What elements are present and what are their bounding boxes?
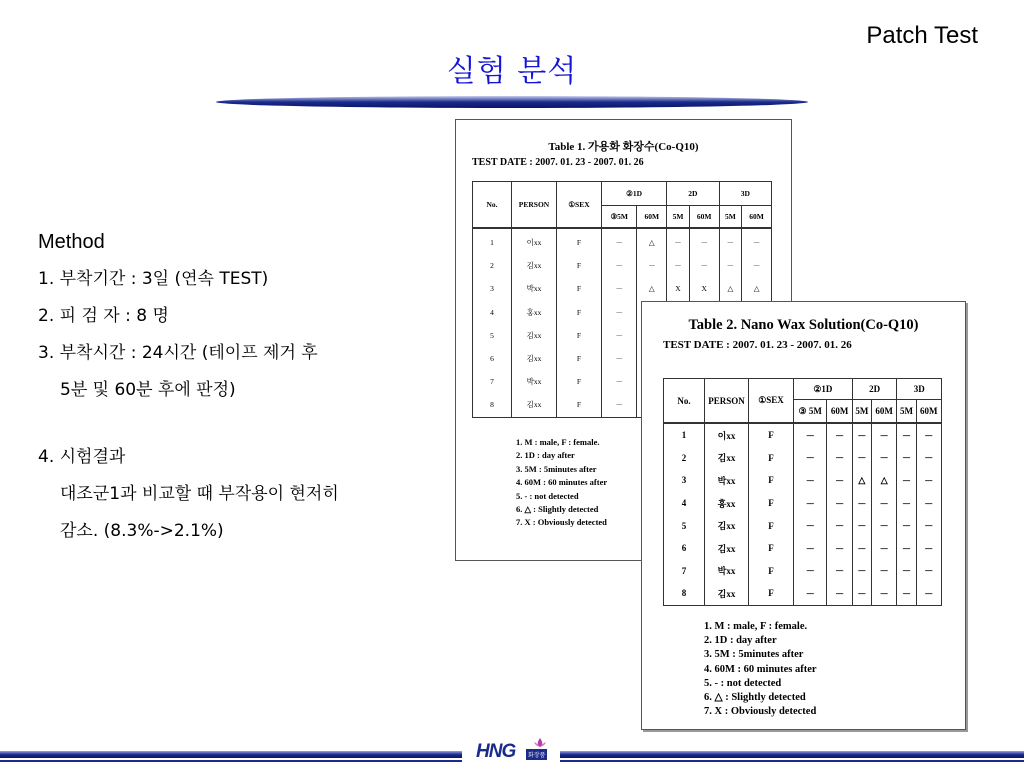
table-row xyxy=(664,447,942,470)
row-no: 6 xyxy=(664,537,705,560)
row-person: 홍xx xyxy=(512,301,557,324)
row-no: 8 xyxy=(473,393,512,417)
note-line: 7. X : Obviously detected xyxy=(704,706,817,718)
row-person: 박xx xyxy=(705,469,749,492)
table1-title: Table 1. 가용화 화장수(Co-Q10) xyxy=(548,141,699,153)
result-cell: － xyxy=(689,254,719,277)
sub-col: ③5M xyxy=(602,206,637,229)
col-2d: 2D xyxy=(667,182,719,206)
note-line: 7. X : Obviously detected xyxy=(516,517,607,528)
row-no: 1 xyxy=(664,423,705,447)
table2-panel xyxy=(641,301,966,730)
result-cell: X xyxy=(689,277,719,300)
result-cell: － xyxy=(719,254,742,277)
note-line: 1. M : male, F : female. xyxy=(516,437,600,447)
result-cell: － xyxy=(897,492,916,515)
result-cell: － xyxy=(602,347,637,370)
result-cell: － xyxy=(871,560,896,583)
method-section xyxy=(38,224,339,550)
result-cell: － xyxy=(794,492,827,515)
row-no: 5 xyxy=(473,324,512,347)
result-cell: △ xyxy=(637,277,667,300)
result-cell: － xyxy=(794,560,827,583)
table-row xyxy=(664,582,942,605)
note-line: 1. M : male, F : female. xyxy=(704,621,808,632)
note-line: 3. 5M : 5minutes after xyxy=(516,463,597,474)
row-no: 3 xyxy=(473,277,512,300)
result-cell: － xyxy=(897,423,916,447)
result-cell: － xyxy=(916,447,941,470)
result-cell: － xyxy=(602,370,637,393)
result-cell: － xyxy=(827,514,852,537)
row-sex: F xyxy=(749,582,794,605)
result-cell: － xyxy=(871,423,896,447)
row-no: 5 xyxy=(664,514,705,537)
row-person: 박xx xyxy=(512,277,557,300)
result-cell: － xyxy=(827,582,852,605)
table2-title: Table 2. Nano Wax Solution(Co-Q10) xyxy=(688,317,919,333)
row-person: 김xx xyxy=(705,447,749,470)
row-person: 이xx xyxy=(705,423,749,447)
table2-date: TEST DATE : 2007. 01. 23 - 2007. 01. 26 xyxy=(663,339,852,351)
result-cell: － xyxy=(827,447,852,470)
method-line: 대조군1과 비교할 때 부작용이 현저히 xyxy=(60,484,339,504)
result-cell: － xyxy=(794,537,827,560)
row-person: 박xx xyxy=(705,560,749,583)
result-cell: － xyxy=(852,447,871,470)
row-person: 이xx xyxy=(512,228,557,254)
row-no: 2 xyxy=(664,447,705,470)
note-line: 4. 60M : 60 minutes after xyxy=(516,477,608,488)
result-cell: － xyxy=(916,514,941,537)
sub-col: 60M xyxy=(827,400,852,424)
row-no: 8 xyxy=(664,582,705,605)
table-row xyxy=(664,492,942,515)
table-row xyxy=(664,537,942,560)
result-cell: － xyxy=(602,393,637,417)
result-cell: － xyxy=(852,514,871,537)
result-cell: － xyxy=(897,514,916,537)
result-cell: － xyxy=(916,537,941,560)
result-cell: － xyxy=(871,514,896,537)
row-person: 김xx xyxy=(512,393,557,417)
row-no: 3 xyxy=(664,469,705,492)
method-line: 3. 부착시간 : 24시간 (테이프 제거 후 xyxy=(38,343,318,363)
result-cell: － xyxy=(916,582,941,605)
row-no: 6 xyxy=(473,347,512,370)
table-row xyxy=(664,469,942,492)
result-cell: － xyxy=(827,492,852,515)
result-cell: － xyxy=(602,324,637,347)
col-sex: ①SEX xyxy=(557,182,602,229)
result-cell: － xyxy=(719,228,742,254)
row-sex: F xyxy=(557,370,602,393)
table1-notes xyxy=(516,436,607,530)
note-line: 5. - : not detected xyxy=(704,677,782,689)
result-cell: － xyxy=(689,228,719,254)
sub-col: 5M xyxy=(897,400,916,424)
sub-col: 60M xyxy=(742,206,772,229)
table2 xyxy=(663,378,942,606)
result-cell: － xyxy=(916,423,941,447)
table-row xyxy=(473,254,772,277)
row-no: 2 xyxy=(473,254,512,277)
result-cell: － xyxy=(794,469,827,492)
result-cell: － xyxy=(852,537,871,560)
row-sex: F xyxy=(749,537,794,560)
row-sex: F xyxy=(749,492,794,515)
result-cell: － xyxy=(871,537,896,560)
result-cell: － xyxy=(871,582,896,605)
row-no: 7 xyxy=(664,560,705,583)
row-sex: F xyxy=(557,347,602,370)
row-sex: F xyxy=(749,514,794,537)
result-cell: － xyxy=(602,254,637,277)
note-line: 5. - : not detected xyxy=(516,490,579,501)
sub-col: 5M xyxy=(667,206,690,229)
result-cell: － xyxy=(897,560,916,583)
footer-bar-right xyxy=(560,744,1024,764)
result-cell: － xyxy=(827,423,852,447)
note-line: 6. △ : Slightly detected xyxy=(704,692,806,704)
row-no: 4 xyxy=(473,301,512,324)
result-cell: － xyxy=(794,514,827,537)
table-row xyxy=(473,228,772,254)
col-person: PERSON xyxy=(512,182,557,229)
row-sex: F xyxy=(557,324,602,347)
method-line: 1. 부착기간 : 3일 (연속 TEST) xyxy=(38,269,269,289)
logo-text: HNG xyxy=(476,741,516,762)
sub-col: 60M xyxy=(637,206,667,229)
footer-bar-left xyxy=(0,744,462,764)
result-cell: － xyxy=(794,423,827,447)
col-no: No. xyxy=(473,182,512,229)
row-no: 4 xyxy=(664,492,705,515)
result-cell: △ xyxy=(637,228,667,254)
note-line: 2. 1D : day after xyxy=(704,635,777,647)
row-sex: F xyxy=(749,469,794,492)
title-underline-bar xyxy=(215,94,809,110)
sub-col: 60M xyxy=(689,206,719,229)
result-cell: － xyxy=(667,254,690,277)
result-cell: － xyxy=(897,582,916,605)
result-cell: － xyxy=(852,423,871,447)
result-cell: － xyxy=(916,560,941,583)
result-cell: － xyxy=(897,469,916,492)
sub-col: ③ 5M xyxy=(794,400,827,424)
row-no: 7 xyxy=(473,370,512,393)
row-person: 홍xx xyxy=(705,492,749,515)
row-sex: F xyxy=(749,423,794,447)
row-person: 김xx xyxy=(705,582,749,605)
result-cell: － xyxy=(871,492,896,515)
result-cell: － xyxy=(852,560,871,583)
table-row xyxy=(664,423,942,447)
col-1d: ②1D xyxy=(602,182,667,206)
result-cell: X xyxy=(667,277,690,300)
row-person: 김xx xyxy=(512,254,557,277)
row-sex: F xyxy=(749,447,794,470)
result-cell: － xyxy=(794,582,827,605)
note-line: 6. △ : Slightly detected xyxy=(516,504,599,515)
method-line: 5분 및 60분 후에 판정) xyxy=(60,380,236,400)
row-sex: F xyxy=(557,277,602,300)
col-1d: ②1D xyxy=(794,379,853,400)
row-person: 김xx xyxy=(512,347,557,370)
result-cell: － xyxy=(794,447,827,470)
col-2d: 2D xyxy=(852,379,897,400)
row-sex: F xyxy=(749,560,794,583)
col-no: No. xyxy=(664,379,705,424)
table-row xyxy=(473,277,772,300)
result-cell: － xyxy=(742,228,772,254)
col-sex: ①SEX xyxy=(749,379,794,424)
logo-subtext: 화장품 xyxy=(526,749,547,760)
method-line: 4. 시험결과 xyxy=(38,447,126,467)
row-person: 김xx xyxy=(705,537,749,560)
col-person: PERSON xyxy=(705,379,749,424)
row-person: 박xx xyxy=(512,370,557,393)
result-cell: － xyxy=(602,301,637,324)
result-cell: － xyxy=(897,537,916,560)
result-cell: △ xyxy=(719,277,742,300)
note-line: 2. 1D : day after xyxy=(516,450,575,461)
note-line: 4. 60M : 60 minutes after xyxy=(704,663,817,675)
result-cell: － xyxy=(827,560,852,583)
row-person: 김xx xyxy=(705,514,749,537)
result-cell: － xyxy=(827,469,852,492)
result-cell: － xyxy=(667,228,690,254)
result-cell: － xyxy=(827,537,852,560)
row-no: 1 xyxy=(473,228,512,254)
sub-col: 60M xyxy=(871,400,896,424)
result-cell: － xyxy=(742,254,772,277)
result-cell: － xyxy=(852,492,871,515)
row-person: 김xx xyxy=(512,324,557,347)
note-line: 3. 5M : 5minutes after xyxy=(704,649,804,661)
result-cell: － xyxy=(897,447,916,470)
table1-date: TEST DATE : 2007. 01. 23 - 2007. 01. 26 xyxy=(472,157,644,168)
result-cell: － xyxy=(852,582,871,605)
row-sex: F xyxy=(557,254,602,277)
row-sex: F xyxy=(557,393,602,417)
result-cell: － xyxy=(871,447,896,470)
result-cell: － xyxy=(916,469,941,492)
corner-title: Patch Test xyxy=(866,22,978,49)
method-line: 2. 피 검 자 : 8 명 xyxy=(38,306,169,326)
result-cell: △ xyxy=(852,469,871,492)
sub-col: 5M xyxy=(719,206,742,229)
row-sex: F xyxy=(557,228,602,254)
sub-col: 60M xyxy=(916,400,941,424)
slide-title: 실험 분석 xyxy=(446,54,578,89)
table2-notes xyxy=(704,620,817,719)
method-line: 감소. (8.3%->2.1%) xyxy=(60,521,224,541)
row-sex: F xyxy=(557,301,602,324)
table-row xyxy=(664,560,942,583)
method-heading: Method xyxy=(38,231,105,253)
result-cell: － xyxy=(602,277,637,300)
sub-col: 5M xyxy=(852,400,871,424)
result-cell: － xyxy=(602,228,637,254)
result-cell: △ xyxy=(742,277,772,300)
col-3d: 3D xyxy=(719,182,771,206)
result-cell: － xyxy=(637,254,667,277)
table-row xyxy=(664,514,942,537)
result-cell: △ xyxy=(871,469,896,492)
result-cell: － xyxy=(916,492,941,515)
col-3d: 3D xyxy=(897,379,942,400)
